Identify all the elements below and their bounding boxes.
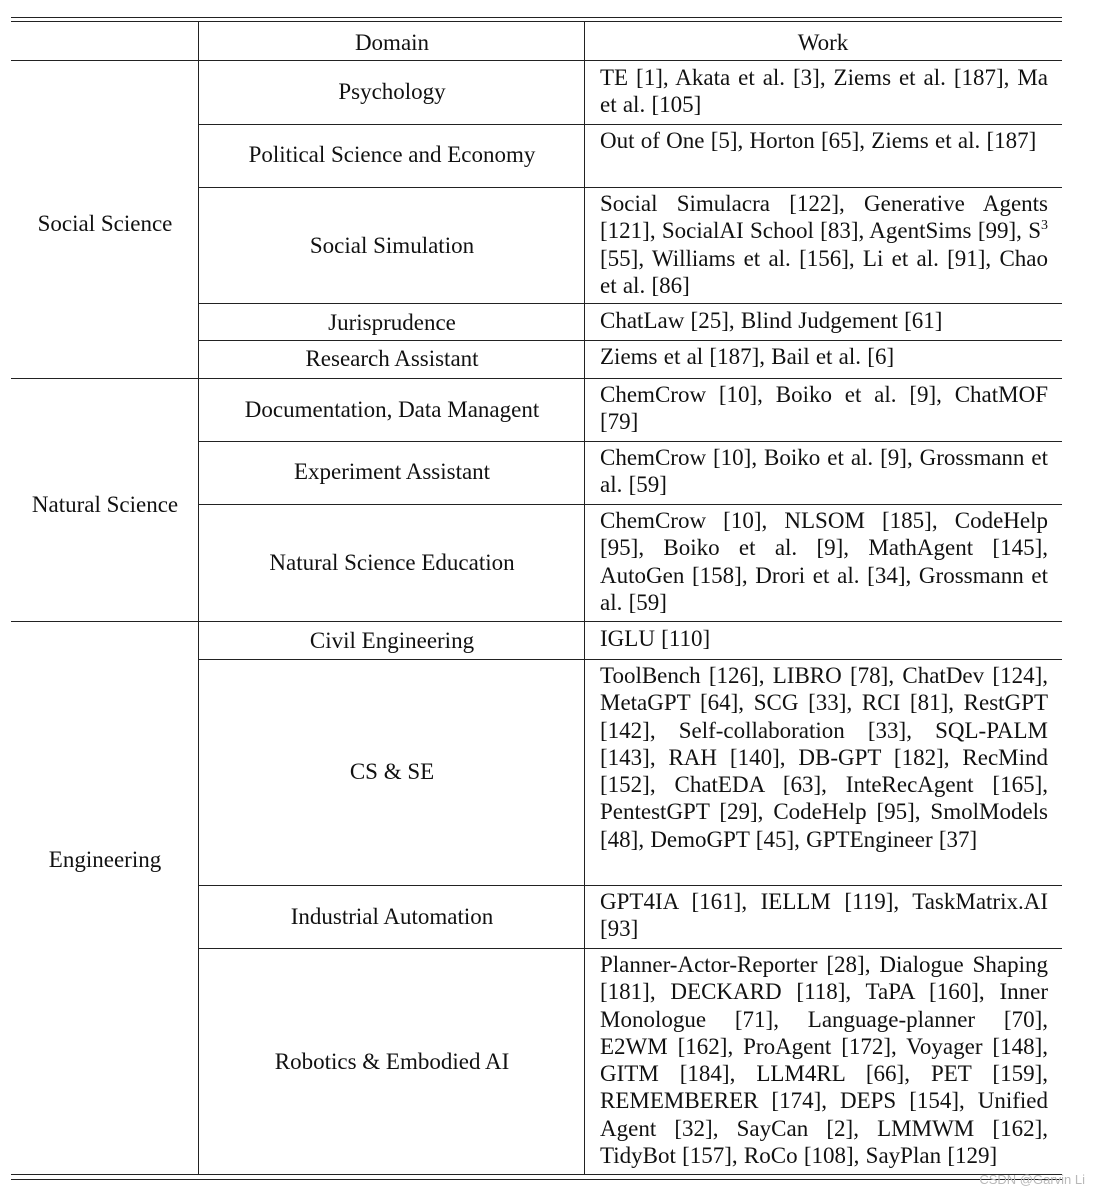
top-rule-second: [11, 21, 1062, 22]
category-natural-science: Natural Science: [31, 492, 179, 517]
work-text: Planner-Actor-Reporter [28], Dialogue Shaping [181], DECKARD [118], TaPA [160], Inner Monologue [71], Language-planner [70], E2WM [162], ProAgent [172], Voyager [148], GITM [184], LLM4RL [66], PET [159], REMEMBERER [174], DEPS [154], Unified Agent [32], SayCan [2], LMMWM [162], TidyBot [157], RoCo [108], SayPlan [129]: [600, 952, 1048, 1169]
superscript: 3: [1041, 218, 1048, 234]
domain-cell: Industrial Automation: [290, 904, 494, 929]
work-cell: [600, 190, 1048, 299]
work-text: ChemCrow [10], Boiko et al. [9], ChatMOF [79]: [600, 382, 1048, 435]
domain-cell: Social Simulation: [309, 233, 475, 258]
category-rule-engineering: [11, 621, 1062, 622]
work-text: IGLU [110]: [600, 626, 711, 651]
work-cell: [600, 64, 1048, 119]
category-social-science: Social Science: [37, 211, 173, 236]
work-text: ChatLaw [25], Blind Judgement [61]: [600, 308, 943, 333]
domain-cell: CS & SE: [349, 759, 435, 784]
work-text: ChemCrow [10], NLSOM [185], CodeHelp [95], Boiko et al. [9], MathAgent [145], AutoGen [158], Drori et al. [34], Grossmann et al. [59]: [600, 508, 1048, 615]
bottom-rule: [11, 1174, 1062, 1175]
row-separator: [198, 187, 1062, 188]
work-cell: [600, 343, 1048, 370]
work-cell: [600, 888, 1048, 943]
work-text: Ziems et al [187], Bail et al. [6]: [600, 344, 895, 369]
domain-cell: Civil Engineering: [309, 628, 475, 653]
top-rule: [11, 17, 1062, 18]
domain-cell: Psychology: [338, 79, 446, 104]
row-separator: [198, 948, 1062, 949]
category-engineering: Engineering: [48, 847, 162, 872]
header-work: Work: [797, 30, 849, 55]
column-divider-right: [584, 21, 585, 1175]
work-text: Out of One [5], Horton [65], Ziems et al. [187]: [600, 128, 1037, 153]
row-separator: [198, 504, 1062, 505]
work-cell: [600, 381, 1048, 436]
domain-cell: Natural Science Education: [269, 550, 515, 575]
domain-cell: Experiment Assistant: [293, 459, 491, 484]
domain-cell: Robotics & Embodied AI: [274, 1049, 510, 1074]
column-divider-left: [198, 21, 199, 1175]
work-cell: [600, 507, 1048, 616]
watermark: CSDN @Garvin Li: [979, 1172, 1085, 1187]
work-text: Social Simulacra [122], Generative Agents [121], SocialAI School [83], AgentSims [99], $S^3$ [55], Williams et al. [156], Li et al. [91], Chao et al. [86]: [600, 191, 1048, 298]
work-cell: [600, 444, 1048, 499]
work-text: GPT4IA [161], IELLM [119], TaskMatrix.AI [93]: [600, 889, 1048, 942]
row-separator: [198, 659, 1062, 660]
domain-cell: Political Science and Economy: [248, 142, 536, 167]
work-cell: [600, 662, 1048, 853]
row-separator: [198, 885, 1062, 886]
row-separator: [198, 340, 1062, 341]
row-separator: [198, 441, 1062, 442]
row-separator: [198, 303, 1062, 304]
work-text: ChemCrow [10], Boiko et al. [9], Grossmann et al. [59]: [600, 445, 1048, 498]
work-cell: [600, 625, 1048, 652]
work-cell: [600, 307, 1048, 334]
domain-cell: Documentation, Data Managent: [244, 397, 540, 422]
row-separator: [198, 124, 1062, 125]
work-cell: [600, 951, 1048, 1169]
work-text: ToolBench [126], LIBRO [78], ChatDev [124], MetaGPT [64], SCG [33], RCI [81], RestGPT [142], Self-collaboration [33], SQL-PALM [143], RAH [140], DB-GPT [182], RecMind [152], ChatEDA [63], InteRecAgent [165], PentestGPT [29], CodeHelp [95], SmolModels [48], DemoGPT [45], GPTEngineer [37]: [600, 663, 1048, 852]
bottom-rule-second: [11, 1179, 1062, 1180]
header-domain: Domain: [354, 30, 430, 55]
domain-cell: Jurisprudence: [328, 310, 456, 335]
category-rule-natural: [11, 378, 1062, 379]
work-cell: [600, 127, 1048, 154]
work-text: TE [1], Akata et al. [3], Ziems et al. [187], Ma et al. [105]: [600, 65, 1048, 118]
header-rule: [11, 60, 1062, 61]
domain-cell: Research Assistant: [305, 346, 479, 371]
